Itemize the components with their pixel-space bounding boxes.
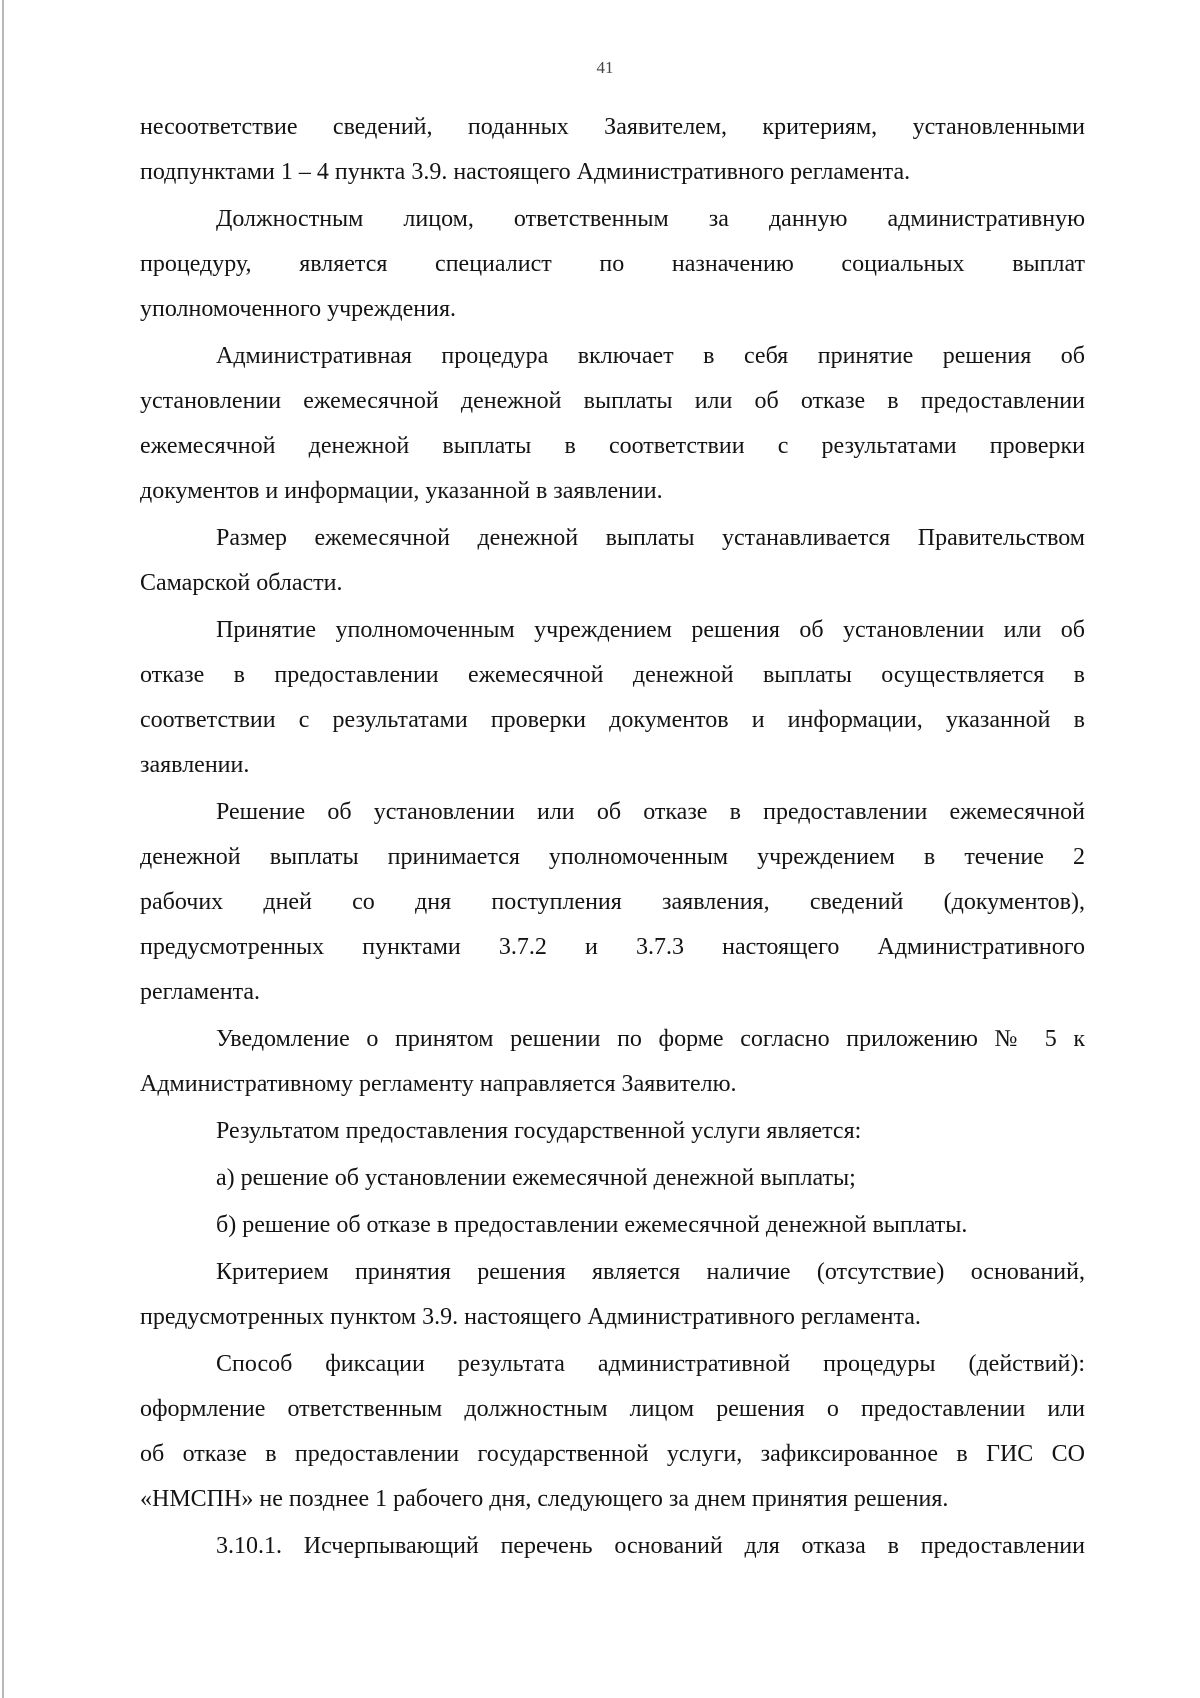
text-line: регламента. <box>140 979 261 1005</box>
paragraph <box>140 197 1085 332</box>
document-body <box>140 105 1085 1571</box>
text-line: подпунктами 1 – 4 пункта 3.9. настоящего Административного регламента. <box>140 159 911 185</box>
paragraph <box>140 1017 1085 1107</box>
text-line: Административная процедура включает в себя принятие решения об <box>216 343 1085 369</box>
text-line: уполномоченного учреждения. <box>140 296 457 322</box>
paragraph <box>140 1250 1085 1340</box>
paragraph <box>140 1156 1085 1201</box>
text-line: документов и информации, указанной в заявлении. <box>140 478 663 504</box>
text-line: соответствии с результатами проверки документов и информации, указанной в <box>140 707 1085 733</box>
paragraph <box>140 1524 1085 1569</box>
text-line: б) решение об отказе в предоставлении ежемесячной денежной выплаты. <box>216 1212 968 1238</box>
text-line: отказе в предоставлении ежемесячной денежной выплаты осуществляется в <box>140 662 1085 688</box>
text-line: несоответствие сведений, поданных Заявителем, критериям, установленными <box>140 114 1085 140</box>
text-line: Административному регламенту направляется Заявителю. <box>140 1071 737 1097</box>
text-line: Результатом предоставления государственной услуги является: <box>216 1118 862 1144</box>
text-line: процедуру, является специалист по назначению социальных выплат <box>140 251 1085 277</box>
paragraph <box>140 790 1085 1015</box>
text-line: Размер ежемесячной денежной выплаты устанавливается Правительством <box>216 525 1085 551</box>
page-number: 41 <box>596 58 614 77</box>
text-line: Уведомление о принятом решении по форме согласно приложению № 5 к <box>216 1026 1085 1052</box>
text-line: денежной выплаты принимается уполномоченным учреждением в течение 2 <box>140 844 1085 870</box>
text-line: установлении ежемесячной денежной выплаты или об отказе в предоставлении <box>140 388 1085 414</box>
scan-edge-line <box>2 0 4 1698</box>
text-line: ежемесячной денежной выплаты в соответствии с результатами проверки <box>140 433 1085 459</box>
text-line: «НМСПН» не позднее 1 рабочего дня, следующего за днем принятия решения. <box>140 1486 949 1512</box>
text-line: Принятие уполномоченным учреждением решения об установлении или об <box>216 617 1085 643</box>
text-line: рабочих дней со дня поступления заявления, сведений (документов), <box>140 889 1085 915</box>
text-line: 3.10.1. Исчерпывающий перечень оснований для отказа в предоставлении <box>216 1533 1085 1559</box>
paragraph <box>140 608 1085 788</box>
paragraph <box>140 334 1085 514</box>
paragraph <box>140 1203 1085 1248</box>
text-line: Решение об установлении или об отказе в предоставлении ежемесячной <box>216 799 1085 825</box>
paragraph <box>140 516 1085 606</box>
paragraph <box>140 1342 1085 1522</box>
text-line: оформление ответственным должностным лицом решения о предоставлении или <box>140 1396 1085 1422</box>
text-line: предусмотренных пунктом 3.9. настоящего Административного регламента. <box>140 1304 921 1330</box>
text-line: предусмотренных пунктами 3.7.2 и 3.7.3 настоящего Административного <box>140 934 1085 960</box>
text-line: Способ фиксации результата административной процедуры (действий): <box>216 1351 1085 1377</box>
text-line: Самарской области. <box>140 570 343 596</box>
text-line: Должностным лицом, ответственным за данную административную <box>216 206 1085 232</box>
text-line: заявлении. <box>140 752 250 778</box>
text-line: об отказе в предоставлении государственной услуги, зафиксированное в ГИС СО <box>140 1441 1085 1467</box>
text-line: а) решение об установлении ежемесячной денежной выплаты; <box>216 1165 856 1191</box>
text-line: Критерием принятия решения является наличие (отсутствие) оснований, <box>216 1259 1085 1285</box>
paragraph <box>140 1109 1085 1154</box>
paragraph <box>140 105 1085 195</box>
